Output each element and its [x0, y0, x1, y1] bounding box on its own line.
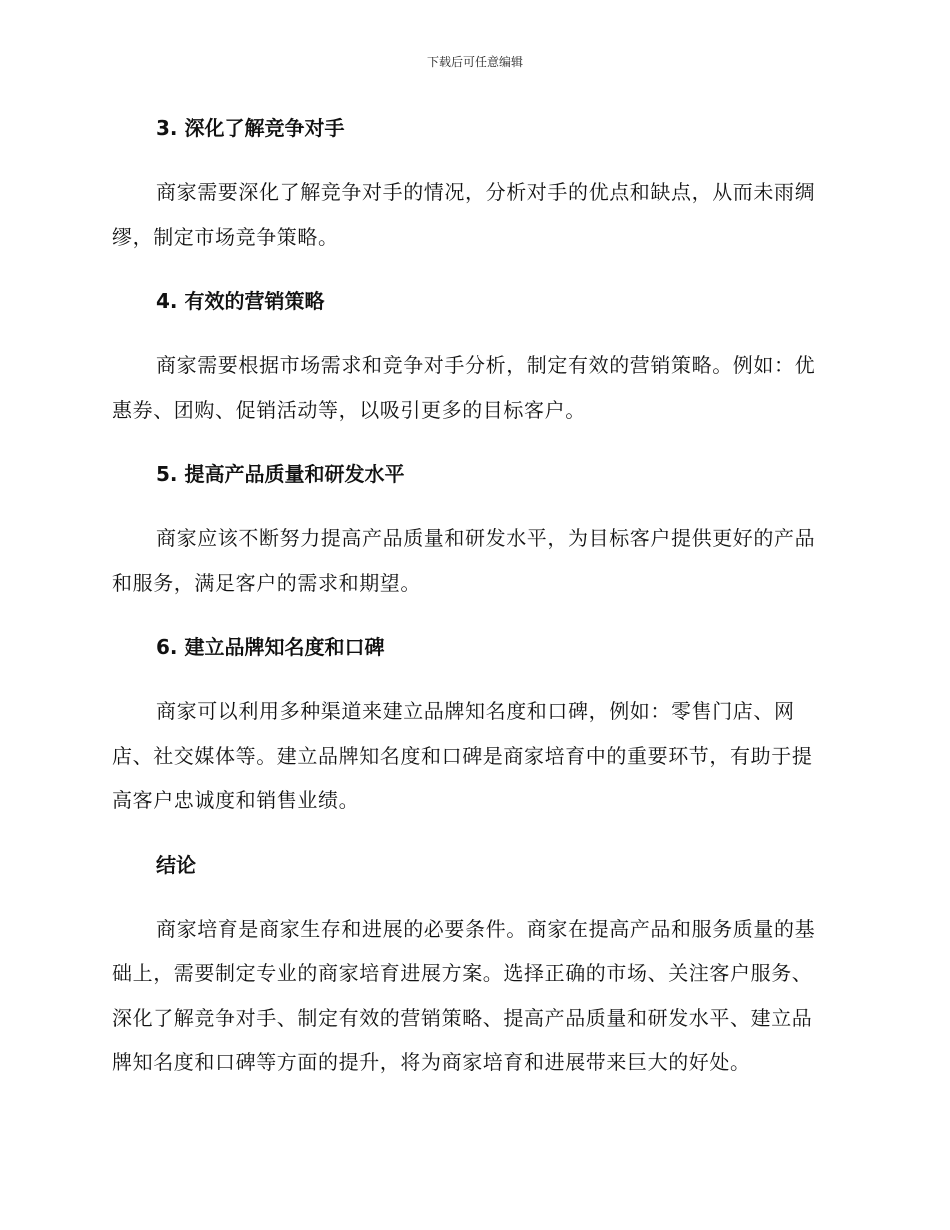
paragraph-line: 商家可以利用多种渠道来建立品牌知名度和口碑，例如：零售门店、网: [156, 699, 795, 723]
paragraph-line: 商家应该不断努力提高产品质量和研发水平，为目标客户提供更好的产: [156, 526, 795, 550]
section-heading-conclusion: 结论: [156, 852, 196, 877]
paragraph-marketing: [112, 343, 832, 432]
paragraph-conclusion: [112, 907, 832, 1085]
page-header: 下载后可任意编辑: [426, 55, 523, 69]
section-heading-quality: 5. 提高产品质量和研发水平: [156, 462, 405, 486]
paragraph-line: 商家需要根据市场需求和竞争对手分析，制定有效的营销策略。例如：: [156, 353, 795, 377]
paragraph-quality: [112, 516, 832, 605]
section-heading-marketing: 4. 有效的营销策略: [156, 289, 325, 313]
paragraph-line: 建立品牌知名度和口碑等方面的提升，将为商家培育和进展带来巨大的好: [112, 1005, 813, 1074]
paragraph-line: 优惠券、团购、促销活动等，以吸引更多的目标客户。: [112, 353, 816, 422]
paragraph-line: 店、社交媒体等。建立品牌知名度和口碑是商家培育中的重要环节，有助于: [112, 743, 792, 768]
paragraph-line: 品和服务，满足客户的需求和期望。: [112, 526, 816, 595]
paragraph-line: 提高客户忠诚度和销售业绩。: [112, 743, 813, 812]
paragraph-line: 基础上，需要制定专业的商家培育进展方案。选择正确的市场、关注客户服: [112, 916, 816, 985]
paragraph-brand: [112, 689, 832, 823]
document-body: [112, 112, 832, 1111]
paragraph-line: 务、深化了解竞争对手、制定有效的营销策略、提高产品质量和研发水平、: [112, 961, 813, 1030]
paragraph-line: 处。: [709, 1050, 751, 1074]
paragraph-line: 商家需要深化了解竞争对手的情况，分析对手的优点和缺点，从而未雨: [156, 180, 795, 204]
paragraph-line: 绸缪，制定市场竞争策略。: [112, 180, 816, 249]
section-heading-brand: 6. 建立品牌知名度和口碑: [156, 635, 385, 659]
paragraph-line: 商家培育是商家生存和进展的必要条件。商家在提高产品和服务质量的: [156, 916, 795, 941]
section-heading-competitors: 3. 深化了解竞争对手: [156, 116, 345, 140]
paragraph-competitors: [112, 170, 832, 259]
